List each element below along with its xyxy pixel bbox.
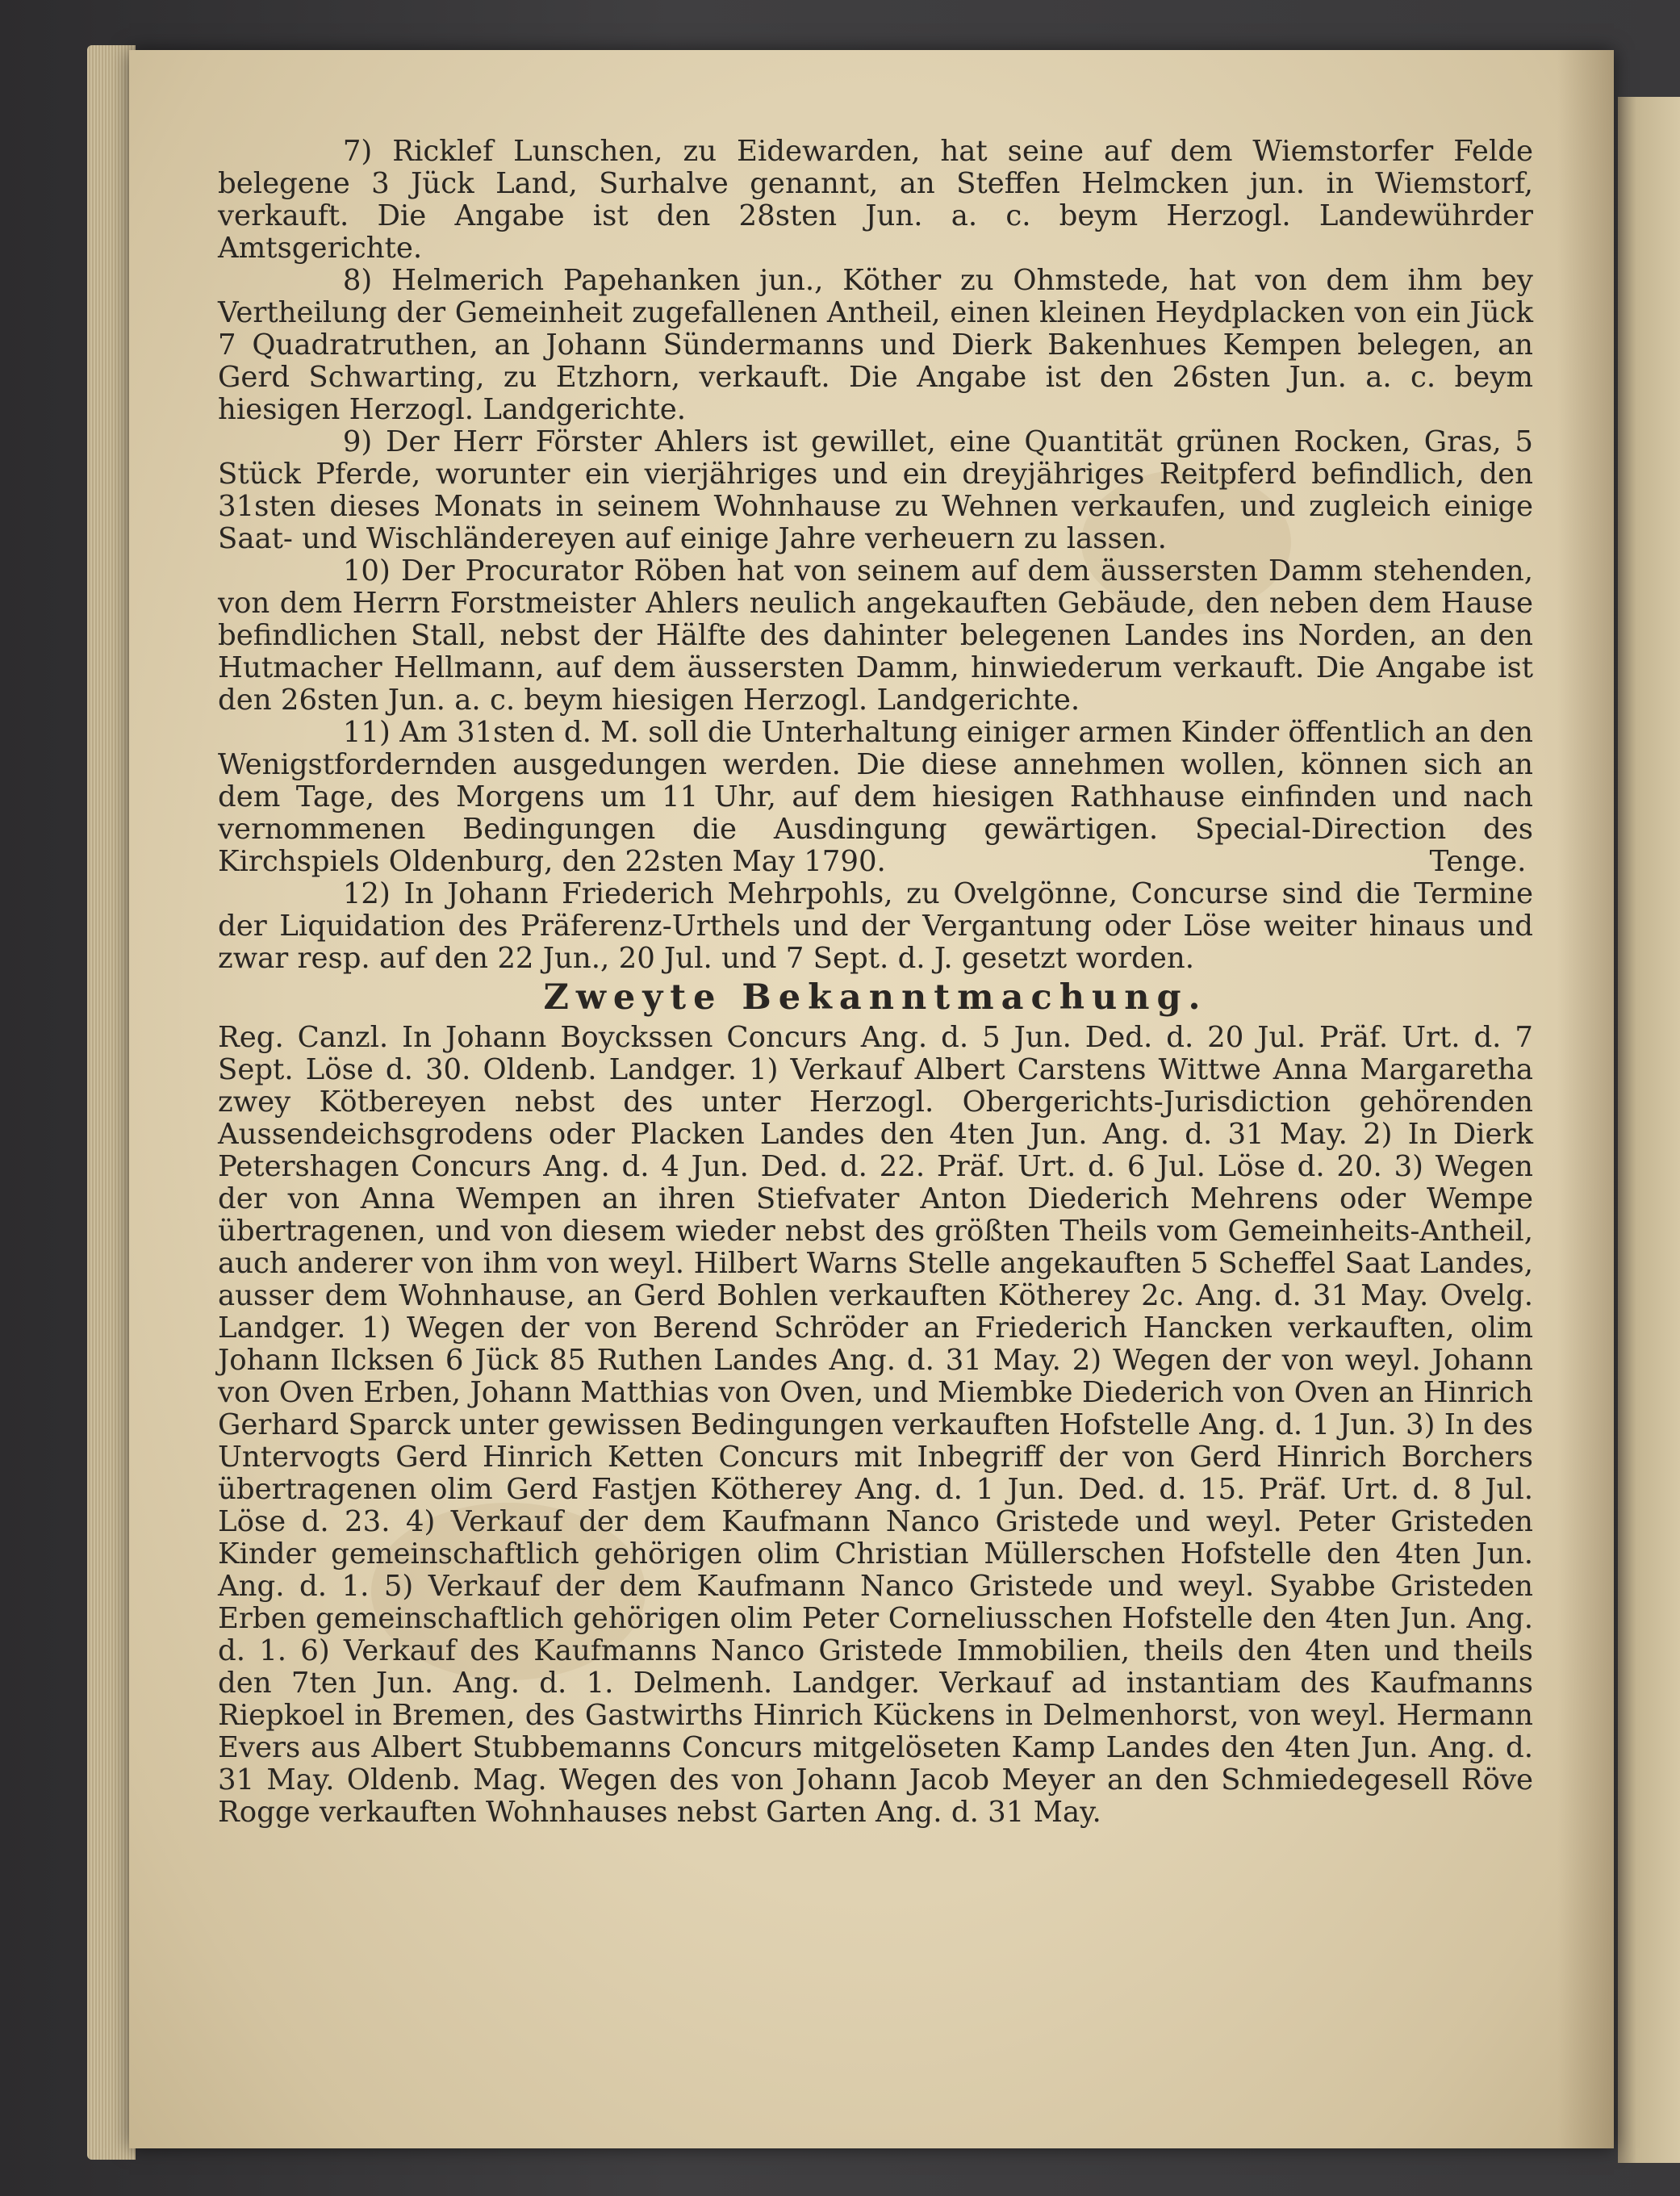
notice-item-12 (218, 878, 1533, 975)
facing-page-edge (1618, 97, 1680, 2163)
item-text: Helmerich Papehanken jun., Köther zu Ohmstede, hat von dem ihm bey Vertheilung der Gemeinheit zugefallenen Antheil, einen kleinen Heydplacken von ein Jück 7 Quadratruthen, an Johann Sündermanns und Dierk Bakenhues Kempen belegen, an Gerd Schwarting, zu Etzhorn, verkauft. Die Angabe ist den 26sten Jun. a. c. beym hiesigen Herzogl. Landgerichte. (218, 264, 1533, 426)
notice-item-11 (218, 717, 1533, 878)
page-stack-edge (87, 45, 136, 2160)
item-text: Am 31sten d. M. soll die Unterhaltung einiger armen Kinder öffentlich an den Wenigstfordernden ausgedungen werden. Die diese annehmen wollen, können sich an dem Tage, des Morgens um 11 Uhr, auf dem hiesigen Rathhause einfinden und nach vernommenen Bedingungen die Ausdingung gewärtigen. Special-Direction des Kirchspiels Oldenburg, den 22sten May 1790. (218, 716, 1533, 878)
item-text: Ricklef Lunschen, zu Eidewarden, hat seine auf dem Wiemstorfer Felde belegene 3 Jück Land, Surhalve genannt, an Steffen Helmcken jun. in Wiemstorf, verkauft. Die Angabe ist den 28sten Jun. a. c. beym Herzogl. Landewührder Amtsgerichte. (218, 135, 1533, 265)
notice-item-7 (218, 136, 1533, 265)
item-number: 9) (342, 425, 373, 458)
item-text: Der Procurator Röben hat von seinem auf dem äussersten Damm stehenden, von dem Herrn Forstmeister Ahlers neulich angekauften Gebäude, den neben dem Hause befindlichen Stall, nebst der Hälfte des dahinter belegenen Landes ins Norden, an den Hutmacher Hellmann, auf dem äussersten Damm, hinwiederum verkauft. Die Angabe ist den 26sten Jun. a. c. beym hiesigen Herzogl. Landgerichte. (218, 554, 1533, 717)
page-gutter-shadow (1557, 50, 1614, 2148)
item-number: 8) (342, 264, 373, 297)
item-number: 10) (342, 554, 391, 588)
item-text: In Johann Friederich Mehrpohls, zu Ovelgönne, Concurse sind die Termine der Liquidation des Präferenz-Urthels und der Vergantung oder Löse weiter hinaus und zwar resp. auf den 22 Jun., 20 Jul. und 7 Sept. d. J. gesetzt worden. (218, 877, 1533, 975)
signature: Tenge. (1429, 845, 1527, 878)
notice-item-9 (218, 426, 1533, 555)
item-number: 7) (342, 135, 373, 168)
section-heading: Zweyte Bekanntmachung. (543, 977, 1208, 1018)
item-number: 11) (342, 716, 391, 749)
item-number: 12) (342, 877, 391, 910)
page-text (218, 136, 1533, 1829)
notice-item-10 (218, 555, 1533, 717)
second-announcement-text: Reg. Canzl. In Johann Boyckssen Concurs Ang. d. 5 Jun. Ded. d. 20 Jul. Präf. Urt. d. 7 Sept. Löse d. 30. Oldenb. Landger. 1) Verkauf Albert Carstens Wittwe Anna Margaretha zwey Kötbereyen nebst des unter Herzogl. Obergerichts-Jurisdiction gehörenden Aussendeichsgrodens oder Placken Landes den 4ten Jun. Ang. d. 31 May. 2) In Dierk Petershagen Concurs Ang. d. 4 Jun. Ded. d. 22. Präf. Urt. d. 6 Jul. Löse d. 20. 3) Wegen der von Anna Wempen an ihren Stiefvater Anton Diederich Mehrens oder Wempe übertragenen, und von diesem wieder nebst des größten Theils vom Gemeinheits-Antheil, auch anderer von ihm von weyl. Hilbert Warns Stelle angekauften 5 Scheffel Saat Landes, ausser dem Wohnhause, an Gerd Bohlen verkauften Kötherey 2c. Ang. d. 31 May. Ovelg. Landger. 1) Wegen der von Berend Schröder an Friederich Hancken verkauften, olim Johann Ilcksen 6 Jück 85 Ruthen Landes Ang. d. 31 May. 2) Wegen der von weyl. Johann von Oven Erben, Johann Matthias von Oven, und Miembke Diederich von Oven an Hinrich Gerhard Sparck unter gewissen Bedingungen verkauften Hofstelle Ang. d. 1 Jun. 3) In des Untervogts Gerd Hinrich Ketten Concurs mit Inbegriff der von Gerd Hinrich Borchers übertragenen olim Gerd Fastjen Kötherey Ang. d. 1 Jun. Ded. d. 15. Präf. Urt. d. 8 Jul. Löse d. 23. 4) Verkauf der dem Kaufmann Nanco Gristede und weyl. Peter Gristeden Kinder gemeinschaftlich gehörigen olim Christian Müllerschen Hofstelle den 4ten Jun. Ang. d. 1. 5) Verkauf der dem Kaufmann Nanco Gristede und weyl. Syabbe Gristeden Erben gemeinschaftlich gehörigen olim Peter Corneliusschen Hofstelle den 4ten Jun. Ang. d. 1. 6) Verkauf des Kaufmanns Nanco Gristede Immobilien, theils den 4ten und theils den 7ten Jun. Ang. d. 1. Delmenh. Landger. Verkauf ad instantiam des Kaufmanns Riepkoel in Bremen, des Gastwirths Hinrich Kückens in Delmenhorst, von weyl. Hermann Evers aus Albert Stubbemanns Concurs mitgelöseten Kamp Landes den 4ten Jun. Ang. d. 31 May. Oldenb. Mag. Wegen des von Johann Jacob Meyer an den Schmiedegesell Röve Rogge verkauften Wohnhauses nebst Garten Ang. d. 31 May. (218, 1021, 1533, 1829)
notice-item-8 (218, 265, 1533, 426)
item-text: Der Herr Förster Ahlers ist gewillet, eine Quantität grünen Rocken, Gras, 5 Stück Pferde, worunter ein vierjähriges und ein dreyjähriges Reitpferd befindlich, den 31sten dieses Monats in seinem Wohnhause zu Wehnen verkaufen, und zugleich einige Saat- und Wischländereyen auf einige Jahre verheuern zu lassen. (218, 425, 1533, 555)
